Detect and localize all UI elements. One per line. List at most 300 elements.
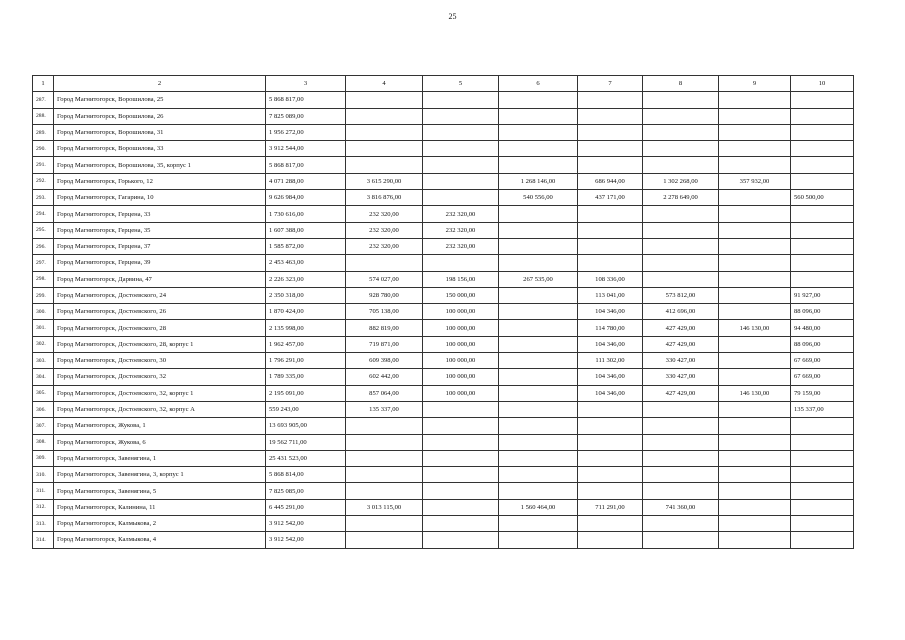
address-cell: Город Магнитогорск, Достоевского, 26 xyxy=(54,304,266,320)
amount-cell: 357 932,00 xyxy=(719,173,791,189)
row-number-cell: 300. xyxy=(33,304,54,320)
address-cell: Город Магнитогорск, Калинина, 11 xyxy=(54,499,266,515)
address-cell: Город Магнитогорск, Герцена, 33 xyxy=(54,206,266,222)
table-row xyxy=(33,434,854,450)
amount-cell: 1 956 272,00 xyxy=(266,124,346,140)
table-row xyxy=(33,222,854,238)
amount-cell xyxy=(791,434,854,450)
table-row xyxy=(33,190,854,206)
amount-cell: 2 226 323,00 xyxy=(266,271,346,287)
amount-cell xyxy=(499,483,578,499)
amount-cell xyxy=(499,434,578,450)
amount-cell: 113 041,00 xyxy=(578,287,643,303)
amount-cell: 232 320,00 xyxy=(423,206,499,222)
amount-cell xyxy=(791,271,854,287)
amount-cell xyxy=(423,190,499,206)
amount-cell xyxy=(791,108,854,124)
amount-cell: 1 962 457,00 xyxy=(266,336,346,352)
amount-cell xyxy=(499,336,578,352)
row-number-cell: 310. xyxy=(33,467,54,483)
table-row xyxy=(33,92,854,108)
amount-cell: 94 480,00 xyxy=(791,320,854,336)
amount-cell xyxy=(423,401,499,417)
address-cell: Город Магнитогорск, Ворошилова, 31 xyxy=(54,124,266,140)
amount-cell: 146 130,00 xyxy=(719,320,791,336)
table-row xyxy=(33,336,854,352)
column-header: 4 xyxy=(346,76,423,92)
amount-cell: 1 730 616,00 xyxy=(266,206,346,222)
amount-cell: 6 445 291,00 xyxy=(266,499,346,515)
amount-cell xyxy=(578,255,643,271)
amount-cell: 67 669,00 xyxy=(791,353,854,369)
amount-cell: 2 135 998,00 xyxy=(266,320,346,336)
amount-cell xyxy=(643,92,719,108)
amount-cell xyxy=(719,157,791,173)
amount-cell xyxy=(578,450,643,466)
amount-cell xyxy=(719,190,791,206)
amount-cell: 3 912 542,00 xyxy=(266,532,346,548)
address-cell: Город Магнитогорск, Достоевского, 24 xyxy=(54,287,266,303)
amount-cell xyxy=(791,124,854,140)
amount-cell: 427 429,00 xyxy=(643,320,719,336)
amount-cell: 857 064,00 xyxy=(346,385,423,401)
amount-cell: 559 243,00 xyxy=(266,401,346,417)
amount-cell: 104 346,00 xyxy=(578,385,643,401)
amount-cell xyxy=(791,418,854,434)
amount-cell xyxy=(643,222,719,238)
amount-cell: 232 320,00 xyxy=(423,238,499,254)
amount-cell: 427 429,00 xyxy=(643,336,719,352)
table-body xyxy=(33,92,854,548)
amount-cell xyxy=(346,467,423,483)
table-row xyxy=(33,369,854,385)
amount-cell xyxy=(423,157,499,173)
amount-cell xyxy=(499,92,578,108)
table-row xyxy=(33,271,854,287)
amount-cell xyxy=(346,124,423,140)
column-header: 2 xyxy=(54,76,266,92)
table-row xyxy=(33,450,854,466)
amount-cell xyxy=(499,467,578,483)
amount-cell xyxy=(346,92,423,108)
column-header: 10 xyxy=(791,76,854,92)
amount-cell: 104 346,00 xyxy=(578,369,643,385)
amount-cell: 135 337,00 xyxy=(346,401,423,417)
amount-cell: 114 780,00 xyxy=(578,320,643,336)
row-number-cell: 289. xyxy=(33,124,54,140)
amount-cell xyxy=(643,483,719,499)
amount-cell: 91 927,00 xyxy=(791,287,854,303)
amount-cell: 2 453 463,00 xyxy=(266,255,346,271)
amount-cell: 2 195 091,00 xyxy=(266,385,346,401)
address-cell: Город Магнитогорск, Герцена, 39 xyxy=(54,255,266,271)
row-number-cell: 302. xyxy=(33,336,54,352)
column-header: 1 xyxy=(33,76,54,92)
amount-cell xyxy=(423,450,499,466)
amount-cell xyxy=(719,450,791,466)
address-cell: Город Магнитогорск, Завенягина, 5 xyxy=(54,483,266,499)
amount-cell xyxy=(578,222,643,238)
amount-cell: 1 789 335,00 xyxy=(266,369,346,385)
amount-cell: 5 868 817,00 xyxy=(266,92,346,108)
amount-cell: 4 071 288,00 xyxy=(266,173,346,189)
address-cell: Город Магнитогорск, Завенягина, 1 xyxy=(54,450,266,466)
amount-cell: 330 427,00 xyxy=(643,353,719,369)
amount-cell xyxy=(423,124,499,140)
amount-cell xyxy=(643,401,719,417)
amount-cell xyxy=(719,141,791,157)
address-cell: Город Магнитогорск, Горького, 12 xyxy=(54,173,266,189)
table-row xyxy=(33,401,854,417)
amount-cell xyxy=(423,255,499,271)
amount-cell xyxy=(423,467,499,483)
amount-cell xyxy=(719,304,791,320)
row-number-cell: 311. xyxy=(33,483,54,499)
amount-cell xyxy=(719,108,791,124)
address-cell: Город Магнитогорск, Достоевского, 32 xyxy=(54,369,266,385)
amount-cell: 741 360,00 xyxy=(643,499,719,515)
row-number-cell: 299. xyxy=(33,287,54,303)
amount-cell xyxy=(643,418,719,434)
amount-cell: 232 320,00 xyxy=(346,238,423,254)
amount-cell xyxy=(346,108,423,124)
amount-cell: 267 535,00 xyxy=(499,271,578,287)
row-number-cell: 287. xyxy=(33,92,54,108)
amount-cell xyxy=(578,124,643,140)
amount-cell: 3 615 290,00 xyxy=(346,173,423,189)
amount-cell xyxy=(423,173,499,189)
column-header: 9 xyxy=(719,76,791,92)
amount-cell: 135 337,00 xyxy=(791,401,854,417)
amount-cell: 9 626 984,00 xyxy=(266,190,346,206)
address-cell: Город Магнитогорск, Достоевского, 28 xyxy=(54,320,266,336)
amount-cell xyxy=(578,206,643,222)
address-cell: Город Магнитогорск, Жукова, 1 xyxy=(54,418,266,434)
table-row xyxy=(33,304,854,320)
amount-cell xyxy=(643,434,719,450)
amount-cell xyxy=(578,467,643,483)
amount-cell: 100 000,00 xyxy=(423,320,499,336)
amount-cell xyxy=(791,141,854,157)
amount-cell xyxy=(719,92,791,108)
amount-cell: 100 000,00 xyxy=(423,369,499,385)
amount-cell: 104 346,00 xyxy=(578,336,643,352)
row-number-cell: 293. xyxy=(33,190,54,206)
column-header: 3 xyxy=(266,76,346,92)
amount-cell: 1 607 388,00 xyxy=(266,222,346,238)
amount-cell xyxy=(791,238,854,254)
amount-cell: 2 350 318,00 xyxy=(266,287,346,303)
amount-cell xyxy=(719,467,791,483)
amount-cell: 3 013 115,00 xyxy=(346,499,423,515)
amount-cell xyxy=(499,353,578,369)
amount-cell: 2 278 649,00 xyxy=(643,190,719,206)
amount-cell xyxy=(578,141,643,157)
amount-cell xyxy=(346,157,423,173)
amount-cell: 3 816 876,00 xyxy=(346,190,423,206)
amount-cell xyxy=(719,238,791,254)
amount-cell: 928 780,00 xyxy=(346,287,423,303)
amount-cell xyxy=(643,532,719,548)
amount-cell xyxy=(719,516,791,532)
amount-cell xyxy=(578,92,643,108)
amount-cell xyxy=(499,124,578,140)
amount-cell xyxy=(791,173,854,189)
table-row xyxy=(33,141,854,157)
amount-cell xyxy=(643,271,719,287)
row-number-cell: 291. xyxy=(33,157,54,173)
row-number-cell: 294. xyxy=(33,206,54,222)
amount-cell xyxy=(643,141,719,157)
row-number-cell: 295. xyxy=(33,222,54,238)
amount-cell xyxy=(719,401,791,417)
amount-cell: 1 560 464,00 xyxy=(499,499,578,515)
table-row xyxy=(33,173,854,189)
amount-cell xyxy=(643,255,719,271)
address-cell: Город Магнитогорск, Завенягина, 3, корпус 1 xyxy=(54,467,266,483)
address-cell: Город Магнитогорск, Дарвина, 47 xyxy=(54,271,266,287)
amount-cell xyxy=(643,238,719,254)
amount-cell xyxy=(499,206,578,222)
amount-cell xyxy=(346,418,423,434)
amount-cell: 232 320,00 xyxy=(346,206,423,222)
address-cell: Город Магнитогорск, Калмыкова, 4 xyxy=(54,532,266,548)
table-row xyxy=(33,255,854,271)
row-number-cell: 303. xyxy=(33,353,54,369)
amount-cell xyxy=(791,483,854,499)
amount-cell: 882 819,00 xyxy=(346,320,423,336)
table-row xyxy=(33,353,854,369)
table-row xyxy=(33,499,854,515)
amount-cell xyxy=(643,124,719,140)
amount-cell: 150 000,00 xyxy=(423,287,499,303)
amount-cell xyxy=(423,532,499,548)
amount-cell xyxy=(499,238,578,254)
amount-cell xyxy=(499,222,578,238)
table-row xyxy=(33,124,854,140)
amount-cell: 1 585 872,00 xyxy=(266,238,346,254)
amount-cell: 100 000,00 xyxy=(423,353,499,369)
page-number: 25 xyxy=(448,12,457,21)
amount-cell xyxy=(578,434,643,450)
amount-cell: 437 171,00 xyxy=(578,190,643,206)
amount-cell xyxy=(499,369,578,385)
amount-cell xyxy=(791,532,854,548)
amount-cell xyxy=(423,516,499,532)
address-cell: Город Магнитогорск, Достоевского, 32, корпус А xyxy=(54,401,266,417)
amount-cell: 111 302,00 xyxy=(578,353,643,369)
amount-cell xyxy=(499,255,578,271)
amount-cell xyxy=(423,418,499,434)
amount-cell: 146 130,00 xyxy=(719,385,791,401)
amount-cell: 711 291,00 xyxy=(578,499,643,515)
amount-cell xyxy=(643,157,719,173)
amount-cell xyxy=(791,157,854,173)
amount-cell xyxy=(578,108,643,124)
address-cell: Город Магнитогорск, Достоевского, 32, корпус 1 xyxy=(54,385,266,401)
row-number-cell: 292. xyxy=(33,173,54,189)
row-number-cell: 307. xyxy=(33,418,54,434)
table-row xyxy=(33,532,854,548)
amount-cell xyxy=(791,499,854,515)
amount-cell: 1 870 424,00 xyxy=(266,304,346,320)
amount-cell: 540 556,00 xyxy=(499,190,578,206)
data-table xyxy=(32,75,854,549)
amount-cell xyxy=(423,499,499,515)
amount-cell: 1 796 291,00 xyxy=(266,353,346,369)
amount-cell xyxy=(578,418,643,434)
amount-cell xyxy=(719,287,791,303)
amount-cell: 560 500,00 xyxy=(791,190,854,206)
amount-cell: 7 825 089,00 xyxy=(266,108,346,124)
amount-cell xyxy=(499,304,578,320)
address-cell: Город Магнитогорск, Герцена, 35 xyxy=(54,222,266,238)
amount-cell xyxy=(423,483,499,499)
row-number-cell: 288. xyxy=(33,108,54,124)
row-number-cell: 312. xyxy=(33,499,54,515)
amount-cell xyxy=(346,532,423,548)
amount-cell xyxy=(423,434,499,450)
amount-cell xyxy=(791,92,854,108)
amount-cell: 573 812,00 xyxy=(643,287,719,303)
amount-cell xyxy=(499,287,578,303)
table-row xyxy=(33,516,854,532)
address-cell: Город Магнитогорск, Гагарина, 10 xyxy=(54,190,266,206)
amount-cell: 13 693 905,00 xyxy=(266,418,346,434)
amount-cell: 574 027,00 xyxy=(346,271,423,287)
amount-cell xyxy=(791,516,854,532)
amount-cell xyxy=(499,108,578,124)
amount-cell xyxy=(643,450,719,466)
address-cell: Город Магнитогорск, Калмыкова, 2 xyxy=(54,516,266,532)
address-cell: Город Магнитогорск, Достоевского, 30 xyxy=(54,353,266,369)
amount-cell xyxy=(499,516,578,532)
address-cell: Город Магнитогорск, Ворошилова, 33 xyxy=(54,141,266,157)
row-number-cell: 314. xyxy=(33,532,54,548)
amount-cell xyxy=(643,206,719,222)
amount-cell: 330 427,00 xyxy=(643,369,719,385)
amount-cell xyxy=(719,353,791,369)
amount-cell xyxy=(578,401,643,417)
table-header-row xyxy=(33,76,854,92)
amount-cell xyxy=(346,255,423,271)
column-header: 7 xyxy=(578,76,643,92)
amount-cell xyxy=(791,255,854,271)
amount-cell: 5 868 817,00 xyxy=(266,157,346,173)
amount-cell xyxy=(578,516,643,532)
amount-cell xyxy=(719,418,791,434)
amount-cell xyxy=(499,141,578,157)
amount-cell xyxy=(499,320,578,336)
amount-cell: 412 696,00 xyxy=(643,304,719,320)
column-header: 6 xyxy=(499,76,578,92)
address-cell: Город Магнитогорск, Жукова, 6 xyxy=(54,434,266,450)
amount-cell: 19 562 711,00 xyxy=(266,434,346,450)
amount-cell: 7 825 085,00 xyxy=(266,483,346,499)
amount-cell xyxy=(719,271,791,287)
amount-cell: 602 442,00 xyxy=(346,369,423,385)
amount-cell xyxy=(346,450,423,466)
amount-cell xyxy=(719,532,791,548)
amount-cell: 3 912 542,00 xyxy=(266,516,346,532)
address-cell: Город Магнитогорск, Ворошилова, 26 xyxy=(54,108,266,124)
amount-cell xyxy=(643,516,719,532)
row-number-cell: 308. xyxy=(33,434,54,450)
address-cell: Город Магнитогорск, Ворошилова, 25 xyxy=(54,92,266,108)
amount-cell xyxy=(719,434,791,450)
row-number-cell: 313. xyxy=(33,516,54,532)
table-row xyxy=(33,238,854,254)
row-number-cell: 298. xyxy=(33,271,54,287)
address-cell: Город Магнитогорск, Герцена, 37 xyxy=(54,238,266,254)
amount-cell xyxy=(578,238,643,254)
table-row xyxy=(33,467,854,483)
amount-cell xyxy=(719,369,791,385)
table-row xyxy=(33,206,854,222)
amount-cell: 1 268 146,00 xyxy=(499,173,578,189)
amount-cell: 427 429,00 xyxy=(643,385,719,401)
amount-cell xyxy=(719,483,791,499)
amount-cell: 67 669,00 xyxy=(791,369,854,385)
row-number-cell: 304. xyxy=(33,369,54,385)
amount-cell: 232 320,00 xyxy=(423,222,499,238)
amount-cell: 198 156,00 xyxy=(423,271,499,287)
amount-cell xyxy=(719,255,791,271)
amount-cell xyxy=(499,450,578,466)
amount-cell: 100 000,00 xyxy=(423,336,499,352)
row-number-cell: 301. xyxy=(33,320,54,336)
amount-cell xyxy=(423,141,499,157)
amount-cell xyxy=(719,206,791,222)
amount-cell xyxy=(346,516,423,532)
row-number-cell: 297. xyxy=(33,255,54,271)
amount-cell xyxy=(719,124,791,140)
column-header: 5 xyxy=(423,76,499,92)
row-number-cell: 296. xyxy=(33,238,54,254)
amount-cell: 104 346,00 xyxy=(578,304,643,320)
table-row xyxy=(33,385,854,401)
row-number-cell: 306. xyxy=(33,401,54,417)
amount-cell: 79 159,00 xyxy=(791,385,854,401)
amount-cell: 100 000,00 xyxy=(423,304,499,320)
amount-cell xyxy=(499,385,578,401)
amount-cell xyxy=(791,206,854,222)
amount-cell: 100 000,00 xyxy=(423,385,499,401)
amount-cell: 686 944,00 xyxy=(578,173,643,189)
amount-cell xyxy=(423,92,499,108)
table-row xyxy=(33,287,854,303)
amount-cell: 719 871,00 xyxy=(346,336,423,352)
amount-cell xyxy=(578,532,643,548)
amount-cell: 88 096,00 xyxy=(791,304,854,320)
amount-cell xyxy=(719,336,791,352)
amount-cell xyxy=(643,467,719,483)
amount-cell xyxy=(346,434,423,450)
amount-cell: 705 138,00 xyxy=(346,304,423,320)
amount-cell: 88 096,00 xyxy=(791,336,854,352)
address-cell: Город Магнитогорск, Достоевского, 28, корпус 1 xyxy=(54,336,266,352)
amount-cell xyxy=(423,108,499,124)
amount-cell xyxy=(499,401,578,417)
amount-cell xyxy=(719,499,791,515)
amount-cell xyxy=(346,483,423,499)
amount-cell xyxy=(791,467,854,483)
amount-cell: 232 320,00 xyxy=(346,222,423,238)
amount-cell xyxy=(578,483,643,499)
row-number-cell: 290. xyxy=(33,141,54,157)
table-row xyxy=(33,320,854,336)
amount-cell: 5 868 814,00 xyxy=(266,467,346,483)
